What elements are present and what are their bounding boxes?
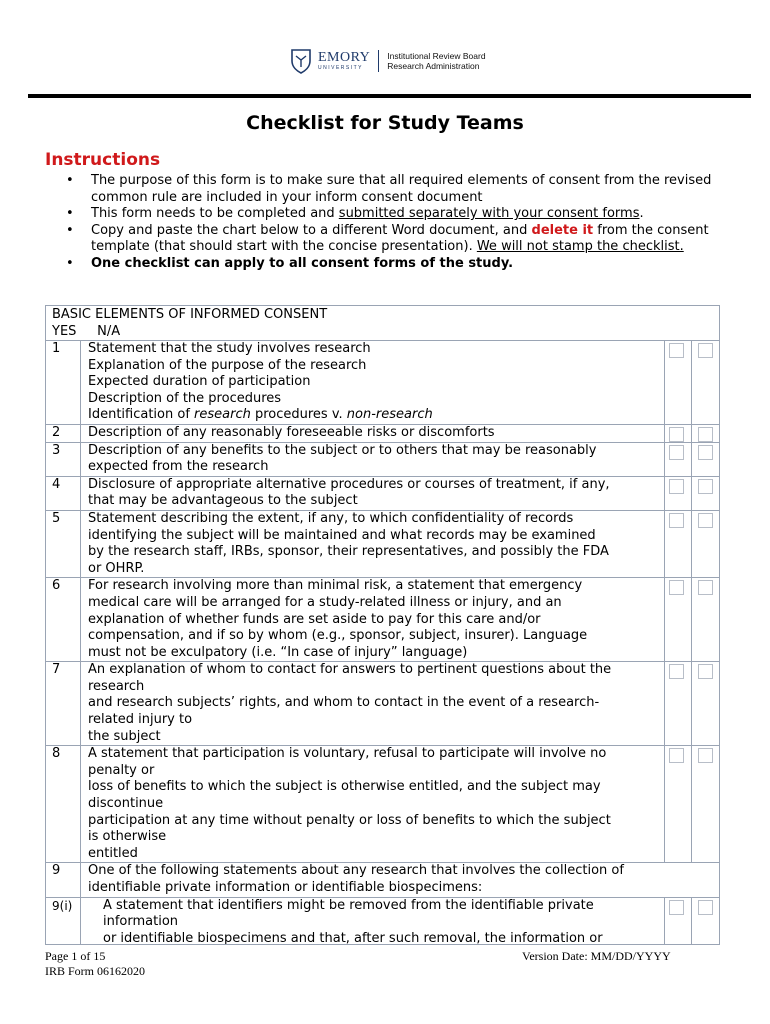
row-text-line: is otherwise (88, 829, 167, 845)
checkbox-cell-yes (665, 511, 692, 577)
row-number: 3 (46, 443, 81, 476)
header-rule (28, 94, 751, 98)
row-number: 8 (46, 746, 81, 862)
row-number: 9 (46, 863, 81, 896)
table-heading: BASIC ELEMENTS OF INFORMED CONSENT (52, 307, 328, 322)
row-text-line: or identifiable biospecimens and that, after such removal, the information or (103, 930, 603, 945)
checkbox-yes[interactable] (669, 479, 684, 494)
checkbox-na[interactable] (698, 664, 713, 679)
checkbox-na[interactable] (698, 479, 713, 494)
table-rows (46, 341, 719, 945)
checkbox-yes[interactable] (669, 900, 684, 915)
row-text (81, 662, 665, 745)
checkbox-cell-yes (665, 477, 692, 510)
row-text-line: Expected duration of participation (88, 374, 311, 390)
office-line-1: Institutional Review Board (387, 51, 486, 61)
row-text-line: that may be advantageous to the subject (88, 493, 358, 509)
checkbox-cell-na (692, 477, 719, 510)
row-text (81, 898, 665, 945)
row-number: 5 (46, 511, 81, 577)
table-row (46, 898, 719, 945)
table-row (46, 511, 719, 578)
row-text-line: medical care will be arranged for a study-related illness or injury, and an (88, 594, 562, 610)
row-text-line: or OHRP. (88, 560, 145, 576)
row-text (81, 578, 665, 661)
checkbox-yes[interactable] (669, 580, 684, 595)
checkbox-cell-na (692, 578, 719, 661)
row-text-line (88, 407, 664, 424)
table-row (46, 443, 719, 477)
form-id: IRB Form 06162020 (45, 964, 146, 978)
checkbox-cell-na (692, 511, 719, 577)
row-text-line: Explanation of the purpose of the research (88, 357, 367, 373)
row-text-line: identifying the subject will be maintained and what records may be examined (88, 527, 596, 543)
row-text-line: and research subjects’ rights, and whom to contact in the event of a research- (88, 695, 600, 711)
row-text-line: Description of any benefits to the subject or to others that may be reasonably (88, 442, 597, 458)
table-row (46, 477, 719, 511)
row-text-line: the subject (88, 728, 161, 744)
footer-left (45, 949, 145, 979)
row-text (81, 425, 665, 442)
checkbox-cell-yes (665, 746, 692, 862)
table-header (46, 306, 719, 341)
table-row (46, 863, 719, 897)
row-text-line: loss of benefits to which the subject is otherwise entitled, and the subject may (88, 779, 601, 795)
table-row (46, 662, 719, 746)
checkbox-yes[interactable] (669, 513, 684, 528)
row-text-line: penalty or (88, 762, 155, 778)
header-logo (290, 46, 486, 76)
row-text (81, 863, 719, 896)
logo-divider (378, 50, 379, 72)
checkbox-na[interactable] (698, 900, 713, 915)
row-text (81, 511, 665, 577)
row-text-line: participation at any time without penalty or loss of benefits to which the subject (88, 812, 611, 828)
checkbox-yes[interactable] (669, 343, 684, 358)
row-text-line: research (88, 678, 145, 694)
checkbox-na[interactable] (698, 343, 713, 358)
checkbox-cell-yes (665, 898, 692, 945)
page-number: Page 1 of 15 (45, 949, 106, 963)
row-text (81, 746, 665, 862)
row-text-line: explanation of whether funds are set aside to pay for this care and/or (88, 611, 541, 627)
table-row (46, 341, 719, 425)
instruction-item: • One checklist can apply to all consent forms of the study. (66, 255, 514, 271)
row-number: 4 (46, 477, 81, 510)
checkbox-cell-yes (665, 425, 692, 442)
checkbox-cell-na (692, 341, 719, 424)
row-text-line: A statement that participation is voluntary, refusal to participate will involve no (88, 746, 607, 762)
checkbox-cell-yes (665, 662, 692, 745)
column-labels (52, 324, 713, 341)
row-number: 6 (46, 578, 81, 661)
table-row (46, 746, 719, 863)
row-text-fragment: Identification of (88, 407, 195, 423)
checkbox-cell-na (692, 443, 719, 476)
row-number: 9(i) (46, 898, 81, 945)
row-text-line: compensation, and if so by whom (e.g., sponsor, subject, insurer). Language (88, 628, 588, 644)
row-text-line: Description of the procedures (88, 390, 282, 406)
row-text (81, 443, 665, 476)
consent-checklist-table (45, 305, 720, 945)
row-text-line: information (103, 914, 179, 930)
office-name (387, 51, 485, 71)
logo-sub: UNIVERSITY (318, 65, 364, 71)
col-na-label: N/A (97, 323, 121, 339)
table-row (46, 425, 719, 443)
page-title: Checklist for Study Teams (246, 112, 524, 134)
row-text-fragment: non-research (346, 407, 433, 423)
row-text-line: discontinue (88, 796, 164, 812)
row-text-line: Statement that the study involves research (88, 341, 371, 356)
checkbox-na[interactable] (698, 748, 713, 763)
row-text-line: identifiable private information or identifiable biospecimens: (88, 880, 483, 895)
checkbox-na[interactable] (698, 427, 713, 442)
checkbox-na[interactable] (698, 580, 713, 595)
row-number: 1 (46, 341, 81, 424)
row-text (81, 477, 665, 510)
emory-shield-icon (290, 48, 312, 74)
checkbox-cell-na (692, 898, 719, 945)
row-text-line: One of the following statements about any research that involves the collection of (88, 863, 624, 879)
checkbox-yes[interactable] (669, 664, 684, 679)
row-text-line: A statement that identifiers might be removed from the identifiable private (103, 897, 594, 913)
instruction-item: • The purpose of this form is to make sure that all required elements of consent from the revised common rule are included in your inform consent document (66, 173, 712, 205)
checkbox-yes[interactable] (669, 748, 684, 763)
row-text-fragment: procedures v. (250, 407, 347, 423)
row-text (81, 341, 665, 424)
checkbox-na[interactable] (698, 445, 713, 460)
instruction-item: • This form needs to be completed and submitted separately with your consent forms. (66, 206, 644, 221)
row-number: 2 (46, 425, 81, 442)
row-text-line: must not be exculpatory (i.e. “In case of injury” language) (88, 644, 468, 660)
checkbox-cell-yes (665, 578, 692, 661)
col-yes-label: YES (52, 323, 77, 339)
version-date: Version Date: MM/DD/YYYY (522, 949, 671, 963)
row-text-line: Statement describing the extent, if any, to which confidentiality of records (88, 510, 574, 526)
checkbox-cell-na (692, 425, 719, 442)
checkbox-yes[interactable] (669, 427, 684, 442)
checkbox-cell-na (692, 746, 719, 862)
row-text-line: An explanation of whom to contact for answers to pertinent questions about the (88, 662, 612, 678)
row-text-line: related injury to (88, 712, 193, 728)
checkbox-cell-na (692, 662, 719, 745)
row-text-line: Disclosure of appropriate alternative procedures or courses of treatment, if any, (88, 476, 610, 492)
checkbox-cell-yes (665, 341, 692, 424)
row-text-line: Description of any reasonably foreseeable risks or discomforts (88, 424, 495, 440)
checkbox-yes[interactable] (669, 445, 684, 460)
checkbox-na[interactable] (698, 513, 713, 528)
university-wordmark (318, 51, 370, 71)
instructions-heading: Instructions (45, 150, 161, 170)
row-text-line: entitled (88, 845, 138, 861)
row-text-line: expected from the research (88, 459, 269, 475)
instructions-list (60, 173, 740, 272)
table-row (46, 578, 719, 662)
office-line-2: Research Administration (387, 61, 480, 71)
row-text-line: For research involving more than minimal risk, a statement that emergency (88, 578, 583, 594)
instruction-item: • Copy and paste the chart below to a different Word document, and delete it from the consent template (that should start with the concise presentation). We will not stamp the checklist. (66, 222, 709, 254)
row-number: 7 (46, 662, 81, 745)
checkbox-cell-yes (665, 443, 692, 476)
logo-name: EMORY (318, 50, 371, 65)
row-text-line: by the research staff, IRBs, sponsor, their representatives, and possibly the FDA (88, 544, 609, 560)
row-text-fragment: research (194, 407, 251, 423)
